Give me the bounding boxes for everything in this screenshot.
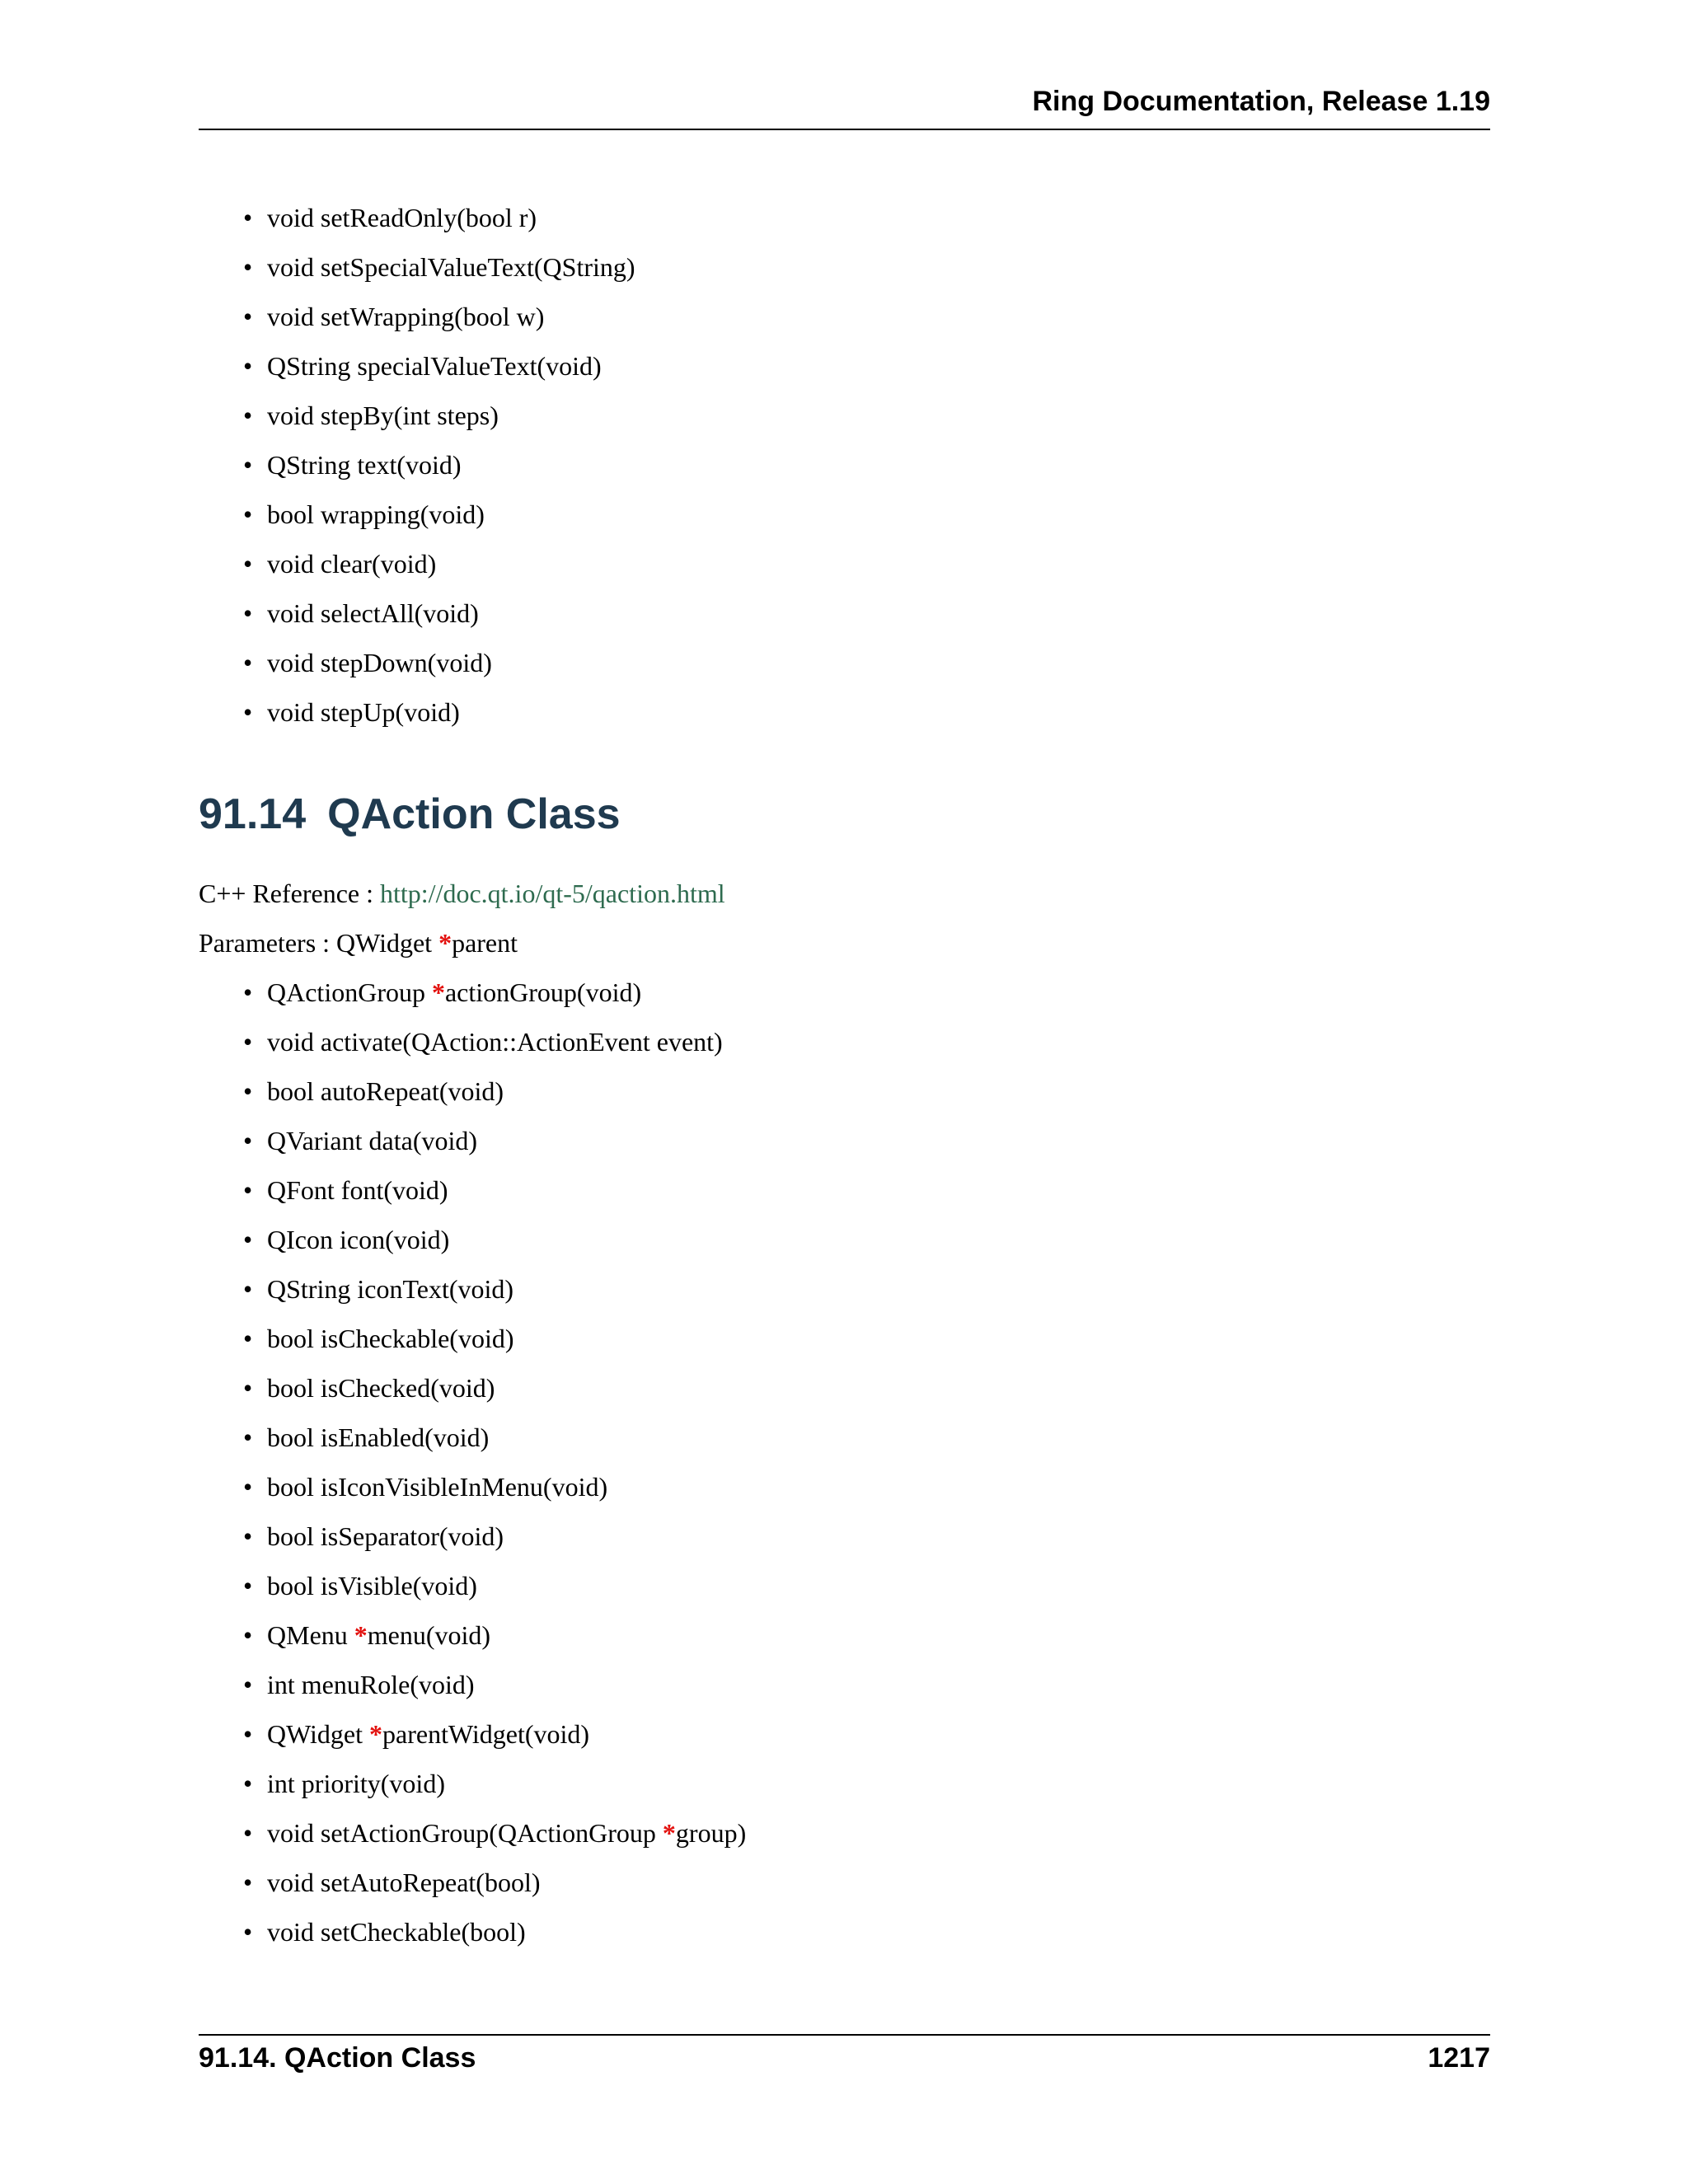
list-item [199,249,635,298]
bullet-icon: • [243,697,253,727]
bullet-icon: • [243,1274,253,1304]
method-signature: QActionGroup [267,977,432,1007]
bullet-icon: • [243,598,253,628]
method-signature: void setActionGroup(QActionGroup [267,1818,663,1848]
footer-section: 91.14. QAction Class [199,2042,476,2074]
list-item [199,1568,746,1617]
method-signature: QIcon icon(void) [267,1225,450,1254]
pointer-star: * [431,977,445,1007]
bullet-icon: • [243,499,253,529]
method-list-qaction [199,974,746,1963]
parameters-line [199,925,518,961]
bullet-icon: • [243,1076,253,1106]
method-signature: void setWrapping(bool w) [267,302,545,331]
list-item [199,1716,746,1765]
list-item [199,1073,746,1122]
list-item [199,1864,746,1914]
list-item [199,1617,746,1666]
list-item [199,199,635,249]
method-signature: void clear(void) [267,549,437,579]
method-signature: QFont font(void) [267,1175,448,1205]
bullet-icon: • [243,203,253,232]
cpp-reference-link[interactable]: http://doc.qt.io/qt-5/qaction.html [380,879,725,908]
bullet-icon: • [243,1126,253,1155]
list-item [199,348,635,397]
bullet-icon: • [243,549,253,579]
list-item [199,595,635,644]
list-item [199,1419,746,1469]
pointer-star: * [438,928,452,958]
bullet-icon: • [243,1175,253,1205]
list-item [199,1815,746,1864]
list-item [199,1370,746,1419]
bullet-icon: • [243,1472,253,1502]
method-signature: bool autoRepeat(void) [267,1076,504,1106]
list-item [199,1469,746,1518]
method-signature: QVariant data(void) [267,1126,478,1155]
method-signature: void setAutoRepeat(bool) [267,1868,541,1897]
list-item [199,974,746,1024]
method-signature-rest: group) [675,1818,747,1848]
method-signature: void setSpecialValueText(QString) [267,252,635,282]
list-item [199,546,635,595]
bullet-icon: • [243,1620,253,1650]
bullet-icon: • [243,450,253,480]
list-item [199,1320,746,1370]
bullet-icon: • [243,1868,253,1897]
method-signature: bool isEnabled(void) [267,1422,490,1452]
bullet-icon: • [243,351,253,381]
pointer-star: * [662,1818,676,1848]
method-signature: void setReadOnly(bool r) [267,203,537,232]
bullet-icon: • [243,1324,253,1353]
list-item [199,298,635,348]
method-signature: bool wrapping(void) [267,499,485,529]
method-signature: QMenu [267,1620,354,1650]
method-signature: bool isIconVisibleInMenu(void) [267,1472,608,1502]
page-header [199,86,1490,130]
list-item [199,1221,746,1271]
list-item [199,694,635,743]
list-item [199,644,635,694]
bullet-icon: • [243,302,253,331]
bullet-icon: • [243,1225,253,1254]
bullet-icon: • [243,648,253,677]
method-signature: void setCheckable(bool) [267,1917,526,1947]
method-signature: bool isChecked(void) [267,1373,495,1403]
pointer-star: * [354,1620,368,1650]
list-item [199,1122,746,1172]
bullet-icon: • [243,1521,253,1551]
pointer-star: * [369,1719,383,1749]
method-signature-rest: menu(void) [367,1620,491,1650]
method-signature: QString text(void) [267,450,462,480]
bullet-icon: • [243,1719,253,1749]
method-signature: bool isVisible(void) [267,1571,477,1601]
bullet-icon: • [243,1670,253,1699]
list-item [199,1765,746,1815]
method-signature: void selectAll(void) [267,598,479,628]
cpp-reference-label: C++ Reference : [199,879,380,908]
method-signature: QString iconText(void) [267,1274,514,1304]
list-item [199,1172,746,1221]
bullet-icon: • [243,401,253,430]
list-item [199,1024,746,1073]
method-signature-rest: actionGroup(void) [444,977,642,1007]
method-signature: void stepDown(void) [267,648,492,677]
section-heading [199,785,621,844]
list-item [199,1518,746,1568]
cpp-reference [199,875,725,912]
method-signature: QString specialValueText(void) [267,351,602,381]
parameters-label: Parameters : QWidget [199,928,439,958]
list-item [199,397,635,447]
bullet-icon: • [243,1917,253,1947]
method-signature-rest: parentWidget(void) [382,1719,590,1749]
method-signature: void activate(QAction::ActionEvent event) [267,1027,723,1057]
list-item [199,1666,746,1716]
section-number: 91.14 [199,790,307,838]
document-title: Ring Documentation, Release 1.19 [1032,86,1490,117]
method-signature: int priority(void) [267,1769,445,1798]
bullet-icon: • [243,977,253,1007]
section-title: QAction Class [327,790,621,838]
method-signature: void stepUp(void) [267,697,460,727]
list-item [199,447,635,496]
method-signature: bool isSeparator(void) [267,1521,504,1551]
bullet-icon: • [243,1422,253,1452]
bullet-icon: • [243,1373,253,1403]
bullet-icon: • [243,1818,253,1848]
method-signature: QWidget [267,1719,370,1749]
method-signature: int menuRole(void) [267,1670,475,1699]
list-item [199,1914,746,1963]
bullet-icon: • [243,1027,253,1057]
bullet-icon: • [243,1571,253,1601]
page-number: 1217 [1428,2042,1490,2074]
bullet-icon: • [243,252,253,282]
list-item [199,496,635,546]
method-list-top [199,199,635,743]
method-signature: bool isCheckable(void) [267,1324,514,1353]
method-signature: void stepBy(int steps) [267,401,499,430]
parameter-name: parent [452,928,518,958]
page-footer [199,2034,1490,2085]
list-item [199,1271,746,1320]
bullet-icon: • [243,1769,253,1798]
